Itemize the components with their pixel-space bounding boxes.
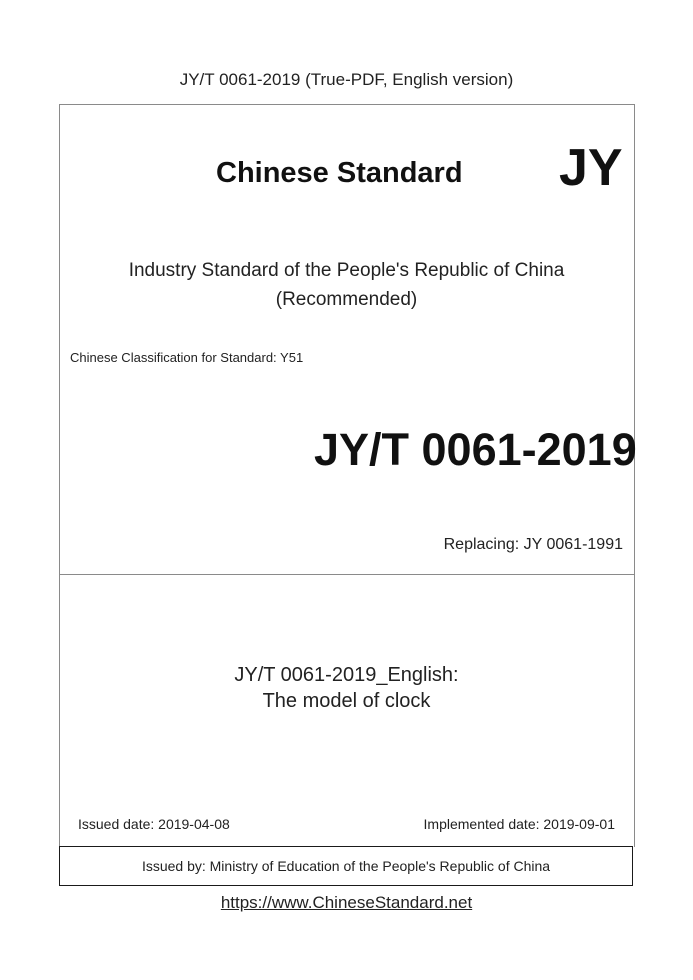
industry-statement <box>0 256 693 314</box>
standard-mark: JY <box>559 139 623 197</box>
standard-number: JY/T 0061-2019 <box>314 424 637 475</box>
brand-title: Chinese Standard <box>216 157 463 189</box>
industry-line-2: (Recommended) <box>275 289 418 310</box>
issued-date: Issued date: 2019-04-08 <box>78 816 230 832</box>
issuer-box <box>59 846 633 886</box>
document-title <box>0 662 693 714</box>
footer-link[interactable]: https://www.ChineseStandard.net <box>220 893 473 912</box>
issuer-text: Issued by: Ministry of Education of the People's Republic of China <box>141 858 551 874</box>
header-title: JY/T 0061-2019 (True-PDF, English version) <box>179 70 514 89</box>
industry-line-1: Industry Standard of the People's Republic of China <box>128 260 565 281</box>
document-title-line-2: The model of clock <box>262 690 431 712</box>
classification-label: Chinese Classification for Standard: Y51 <box>70 350 304 365</box>
document-title-line-1: JY/T 0061-2019_English: <box>234 664 459 686</box>
implemented-date: Implemented date: 2019-09-01 <box>423 816 615 832</box>
replacing-label: Replacing: JY 0061-1991 <box>443 536 623 553</box>
